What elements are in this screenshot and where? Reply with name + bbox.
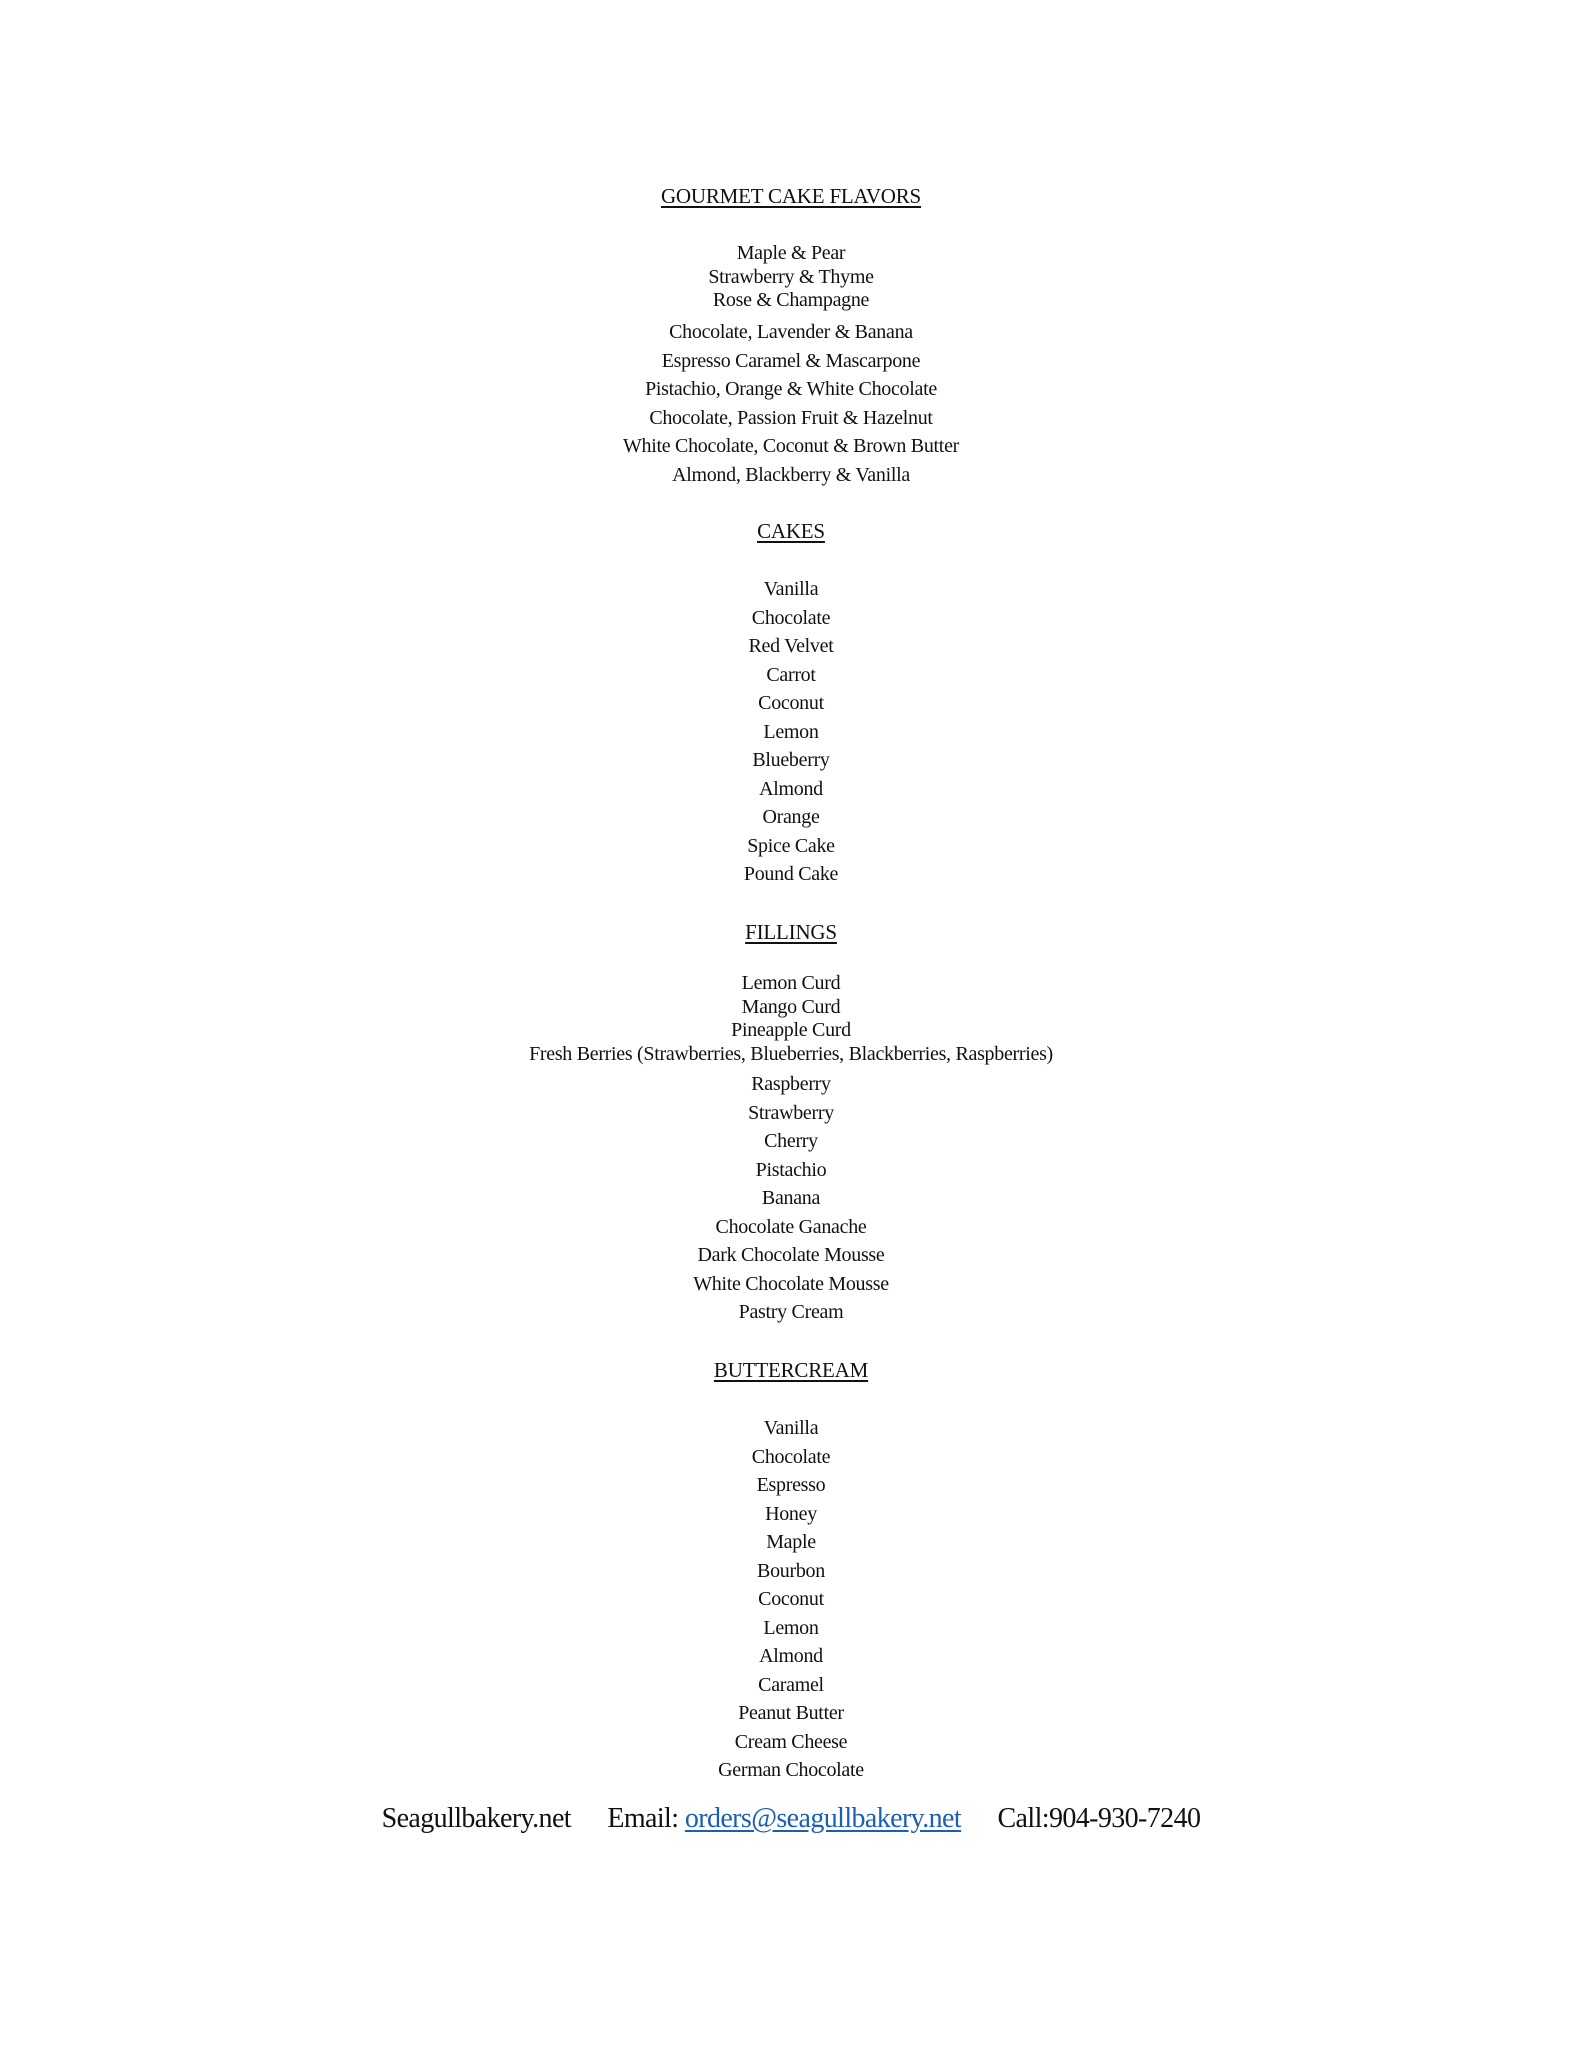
- cakes-heading: CAKES: [757, 519, 825, 543]
- list-item: Banana: [761, 1187, 821, 1209]
- list-item: Dark Chocolate Mousse: [697, 1244, 885, 1266]
- fillings-heading: FILLINGS: [745, 920, 837, 944]
- list-item: White Chocolate, Coconut & Brown Butter: [622, 435, 959, 457]
- contact-footer: [0, 1803, 1582, 1835]
- list-item: Honey: [765, 1502, 817, 1525]
- list-item: Almond: [759, 777, 823, 800]
- list-item: Chocolate, Passion Fruit & Hazelnut: [649, 406, 933, 429]
- list-item: Chocolate: [751, 606, 831, 629]
- email-label: Email:: [607, 1803, 679, 1834]
- list-item: Lemon: [763, 1616, 819, 1639]
- cakes-list: [0, 575, 1582, 889]
- list-item: Pistachio: [755, 1158, 827, 1181]
- list-item: German Chocolate: [718, 1759, 864, 1781]
- buttercream-list: [0, 1414, 1582, 1785]
- list-item: Vanilla: [763, 1417, 819, 1439]
- email-link[interactable]: orders@seagullbakery.net: [684, 1803, 962, 1834]
- list-item: Spice Cake: [747, 834, 835, 857]
- list-item: Espresso Caramel & Mascarpone: [661, 349, 921, 372]
- list-item: Strawberry: [748, 1101, 834, 1124]
- list-item: Fresh Berries (Strawberries, Blueberries, Blackberries, Raspberries): [529, 1042, 1053, 1065]
- list-item: Cherry: [764, 1130, 818, 1152]
- list-item: Rose & Champagne: [712, 289, 870, 311]
- list-item: Almond: [759, 1645, 823, 1667]
- list-item: Maple & Pear: [736, 242, 846, 264]
- gourmet-list-tight: [0, 242, 1582, 313]
- list-item: White Chocolate Mousse: [693, 1272, 889, 1295]
- fillings-list: [0, 1070, 1582, 1327]
- buttercream-heading: BUTTERCREAM: [713, 1358, 869, 1382]
- list-item: Cream Cheese: [734, 1730, 848, 1753]
- list-item: Coconut: [758, 1588, 824, 1610]
- list-item: Lemon: [763, 720, 819, 743]
- fillings-list-tight: [0, 972, 1582, 1066]
- list-item: Almond, Blackberry & Vanilla: [672, 463, 910, 486]
- phone-number: 904-930-7240: [1048, 1803, 1201, 1834]
- list-item: Pound Cake: [743, 863, 839, 885]
- list-item: Strawberry & Thyme: [708, 265, 874, 288]
- list-item: Red Velvet: [748, 635, 834, 657]
- list-item: Pistachio, Orange & White Chocolate: [645, 378, 937, 400]
- list-item: Mango Curd: [741, 995, 841, 1018]
- list-item: Caramel: [758, 1673, 824, 1696]
- phone-label: Call:: [997, 1803, 1049, 1834]
- list-item: Carrot: [766, 663, 816, 686]
- list-item: Lemon Curd: [741, 972, 841, 994]
- list-item: Coconut: [758, 692, 824, 714]
- list-item: Chocolate: [751, 1445, 831, 1468]
- list-item: Espresso: [756, 1474, 826, 1496]
- list-item: Blueberry: [752, 749, 830, 771]
- list-item: Pineapple Curd: [731, 1019, 851, 1041]
- list-item: Chocolate, Lavender & Banana: [669, 321, 913, 343]
- list-item: Pastry Cream: [738, 1301, 844, 1323]
- list-item: Orange: [762, 806, 820, 828]
- gourmet-heading: GOURMET CAKE FLAVORS: [660, 184, 922, 208]
- list-item: Chocolate Ganache: [715, 1215, 867, 1238]
- list-item: Peanut Butter: [738, 1702, 844, 1724]
- website-text: Seagullbakery.net: [381, 1803, 571, 1834]
- list-item: Bourbon: [757, 1559, 825, 1582]
- list-item: Raspberry: [751, 1073, 831, 1095]
- list-item: Maple: [766, 1531, 816, 1553]
- list-item: Vanilla: [763, 578, 819, 600]
- gourmet-list: [0, 318, 1582, 489]
